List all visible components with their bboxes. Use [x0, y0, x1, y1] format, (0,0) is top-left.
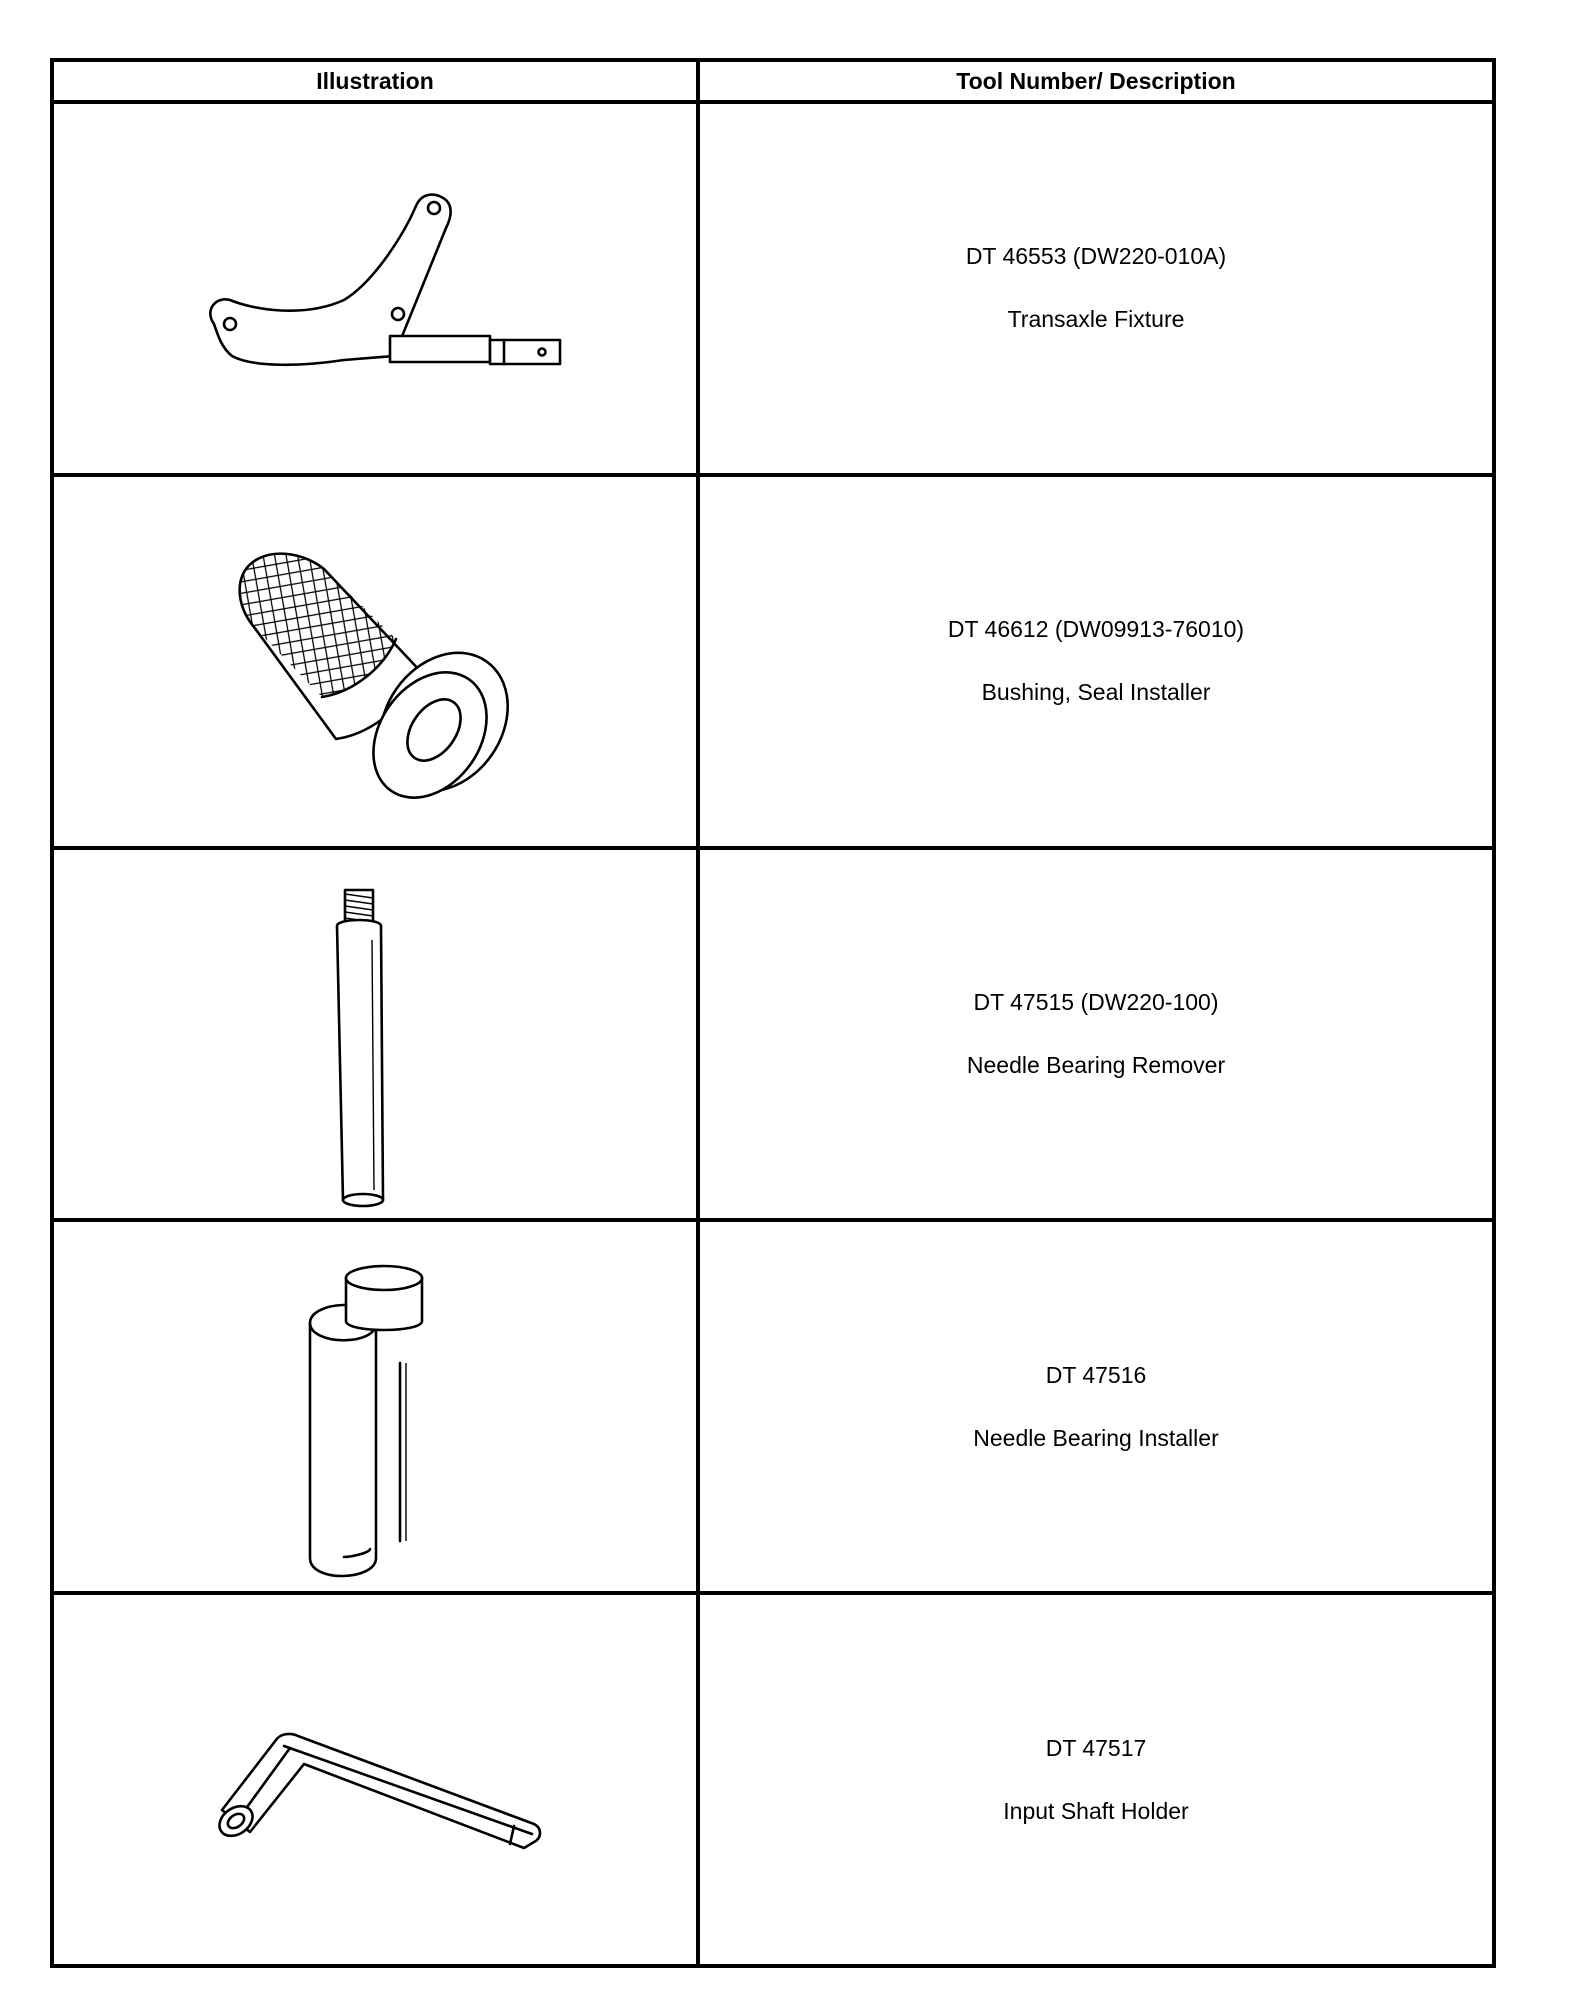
tool-description-cell — [698, 102, 1492, 475]
table-row — [54, 1593, 1492, 1964]
tool-description: Needle Bearing Installer — [973, 1424, 1219, 1451]
tool-number: DT 46553 (DW220-010A) — [965, 243, 1227, 270]
illustration-cell — [54, 1220, 698, 1593]
special-tools-table — [50, 58, 1496, 1968]
needle-bearing-installer-illustration — [54, 1223, 698, 1591]
table-row — [54, 848, 1492, 1221]
table-row — [54, 1220, 1492, 1593]
tool-number: DT 46612 (DW09913-76010) — [947, 616, 1245, 643]
illustration-cell — [54, 848, 698, 1221]
tool-number: DT 47516 — [1045, 1361, 1147, 1388]
tool-description-cell — [698, 848, 1492, 1221]
transaxle-fixture-illustration — [54, 104, 698, 472]
tool-description: Needle Bearing Remover — [966, 1052, 1226, 1079]
tool-description: Bushing, Seal Installer — [981, 679, 1211, 706]
illustration-cell — [54, 475, 698, 848]
table-row — [54, 475, 1492, 848]
header-row — [54, 62, 1492, 102]
tool-description-cell — [698, 1220, 1492, 1593]
tool-description-cell — [698, 475, 1492, 848]
needle-bearing-remover-illustration — [54, 850, 698, 1218]
header-illustration: Illustration — [54, 62, 698, 102]
illustration-cell — [54, 1593, 698, 1964]
table-row — [54, 102, 1492, 475]
tool-description: Input Shaft Holder — [1003, 1797, 1189, 1824]
header-tool-number-description: Tool Number/ Description — [698, 62, 1492, 102]
input-shaft-holder-illustration — [54, 1596, 698, 1964]
tool-number: DT 47515 (DW220-100) — [973, 989, 1219, 1016]
illustration-cell — [54, 102, 698, 475]
bushing-seal-installer-illustration — [54, 477, 698, 845]
tool-description-cell — [698, 1593, 1492, 1964]
tools-table — [54, 62, 1492, 1964]
tool-number: DT 47517 — [1045, 1734, 1147, 1761]
tool-description: Transaxle Fixture — [1007, 306, 1185, 333]
